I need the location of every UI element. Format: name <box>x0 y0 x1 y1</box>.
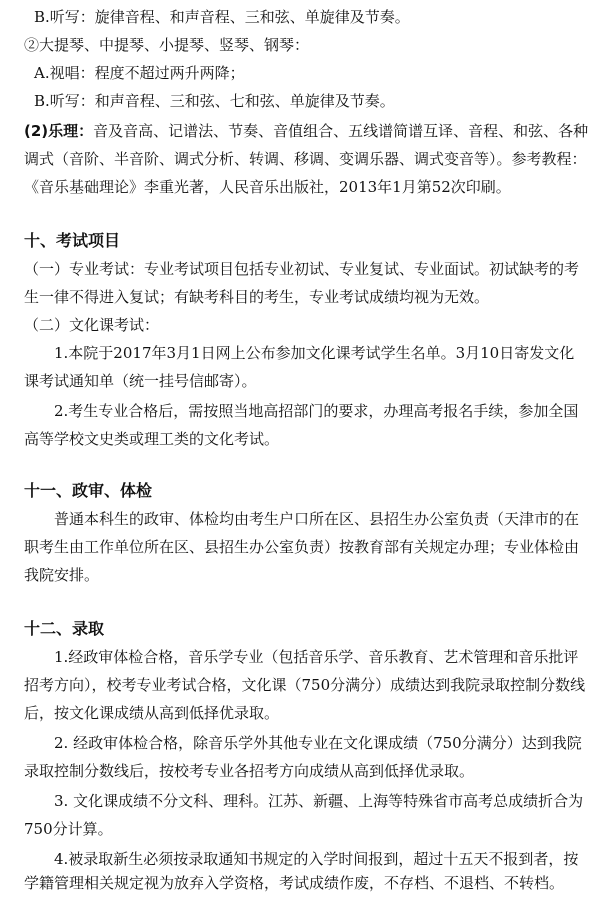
theory-text: 音及音高、记谱法、节奏、音值组合、五线谱简谱互译、音程、和弦、各种 <box>93 122 589 140</box>
sight-singing-item: A.视唱：程度不超过两升两降； <box>34 64 245 82</box>
section-10-p3-line1: 1.本院于2017年3月1日网上公布参加文化课考试学生名单。3月10日寄发文化 <box>54 344 575 362</box>
section-10-p1-line2: 生一律不得进入复试；有缺考科目的考生，专业考试成绩均视为无效。 <box>24 288 490 306</box>
section-12-p3-line1: 3. 文化课成绩不分文科、理科。江苏、新疆、上海等特殊省市高考总成绩折合为 <box>54 792 584 810</box>
section-10-p2: （二）文化课考试： <box>24 316 160 334</box>
section-11-line3: 我院安排。 <box>24 566 100 584</box>
section-12-p2-line2: 录取控制分数线后，按校考专业各招考方向成绩从高到低择优录取。 <box>24 762 475 780</box>
section-12-p3-line2: 750分计算。 <box>24 820 113 838</box>
section-10-p4-line2: 高等学校文史类或理工类的文化考试。 <box>24 430 280 448</box>
section-12-p1-line2: 招考方向），校考专业考试合格，文化课（750分满分）成绩达到我院录取控制分数线 <box>24 676 586 694</box>
section-12-title: 十二、录取 <box>24 619 105 638</box>
theory-paragraph-line1 <box>24 117 598 145</box>
section-12-p4-line2: 学籍管理相关规定视为放弃入学资格，考试成绩作废，不存档、不退档、不转档。 <box>24 874 565 892</box>
section-10-title: 十、考试项目 <box>24 231 121 250</box>
section-12-p4-line1: 4.被录取新生必须按录取通知书规定的入学时间报到，超过十五天不报到者，按 <box>54 850 579 868</box>
section-12-p2-line1: 2. 经政审体检合格，除音乐学外其他专业在文化课成绩（750分满分）达到我院 <box>54 734 582 752</box>
section-11-line2: 职考生由工作单位所在区、县招生办公室负责）按教育部有关规定办理；专业体检由 <box>24 538 580 556</box>
listen-item-b2: B.听写：和声音程、三和弦、七和弦、单旋律及节奏。 <box>34 92 395 110</box>
section-11-line1: 普通本科生的政审、体检均由考生户口所在区、县招生办公室负责（天津市的在 <box>54 510 580 528</box>
theory-paragraph-line2: 调式（音阶、半音阶、调式分析、转调、移调、变调乐器、调式变音等）。参考教程： <box>24 150 587 168</box>
listen-item-b1: B.听写：旋律音程、和声音程、三和弦、单旋律及节奏。 <box>34 8 410 26</box>
section-10-p1-line1: （一）专业考试：专业考试项目包括专业初试、专业复试、专业面试。初试缺考的考 <box>24 260 580 278</box>
theory-label: (2)乐理： <box>24 122 94 140</box>
section-12-p1-line1: 1.经政审体检合格，音乐学专业（包括音乐学、音乐教育、艺术管理和音乐批评 <box>54 648 579 666</box>
strings-title: ②大提琴、中提琴、小提琴、竖琴、钢琴： <box>24 36 310 54</box>
section-12-p1-line3: 后，按文化课成绩从高到低择优录取。 <box>24 704 280 722</box>
section-10-p4-line1: 2.考生专业合格后，需按照当地高招部门的要求，办理高考报名手续，参加全国 <box>54 402 579 420</box>
section-10-p3-line2: 课考试通知单（统一挂号信邮寄）。 <box>24 372 257 390</box>
theory-paragraph-line3: 《音乐基础理论》李重光著，人民音乐出版社，2013年1月第52次印刷。 <box>24 178 511 196</box>
section-11-title: 十一、政审、体检 <box>24 481 153 500</box>
